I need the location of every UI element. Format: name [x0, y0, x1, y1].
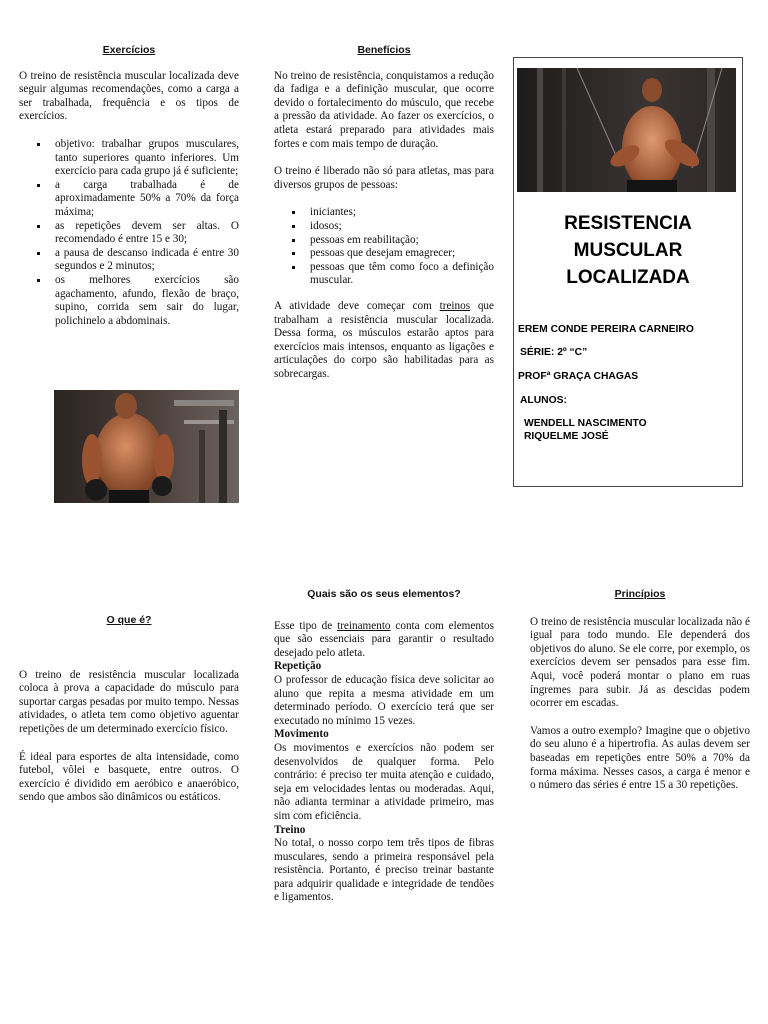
treinamento-link[interactable]: treinamento [337, 619, 391, 632]
serie-label: SÉRIE: 2º “C” [520, 347, 588, 358]
school-name: EREM CONDE PEREIRA CARNEIRO [518, 324, 694, 335]
repeticao-title: Repetição [274, 660, 322, 673]
list-item: as repetições devem ser altas. O recomendado é entre 15 e 30; [55, 219, 239, 246]
list-item: pessoas que têm como foco a definição muscular. [310, 260, 494, 287]
student-name: WENDELL NASCIMENTO [524, 418, 647, 429]
oque-paragraph-2: É ideal para esportes de alta intensidade, como futebol, vôlei e basquete, entre outros. O exercício é dividido em aeróbico e anaeróbico, sendo que ambos são dinâmicos ou estáticos. [19, 750, 239, 804]
list-item: pessoas em reabilitação; [310, 234, 494, 248]
beneficios-p3-post: que trabalham a resistência muscular localizada. Dessa forma, os músculos estarão aptos para exercícios mais intensos, enquanto as ligações e articulações do corpo são habilitadas para as sobrecargas. [274, 299, 494, 380]
elementos-intro-post: conta com elementos que são essenciais para garantir o resultado desejado pelo atleta. [274, 619, 494, 659]
cover-panel [513, 57, 743, 487]
treinos-link[interactable]: treinos [439, 299, 471, 312]
beneficios-paragraph-2: O treino é liberado não só para atletas, mas para diversos grupos de pessoas: [274, 165, 494, 191]
list-item: iniciantes; [310, 206, 494, 220]
exercicios-intro: O treino de resistência muscular localizada deve seguir algumas recomendações, como a carga a ser trabalhada, frequência e os tipos de exercícios. [19, 69, 239, 123]
movimento-text: Os movimentos e exercícios não podem ser desenvolvidos de qualquer forma. Pelo contrário: é preciso ter muita atenção e cuidado, seja em velocidades lentas ou moderadas. Aqui, não adianta terminar a atividade primeiro, mas sim com eficiência. [274, 741, 494, 822]
oque-paragraph-1: O treino de resistência muscular localizada coloca à prova a capacidade do músculo para suportar cargas pesadas por muito tempo. Nessas atividades, o atleta tem como objetivo aguentar repetições de um determinado exercício físico. [19, 668, 239, 735]
student-name: RIQUELME JOSÉ [524, 431, 609, 442]
list-item: a pausa de descanso indicada é entre 30 segundos e 2 minutos; [55, 246, 239, 273]
exercicios-column [19, 44, 239, 328]
treino-title: Treino [274, 823, 306, 836]
beneficios-paragraph-3 [274, 300, 494, 382]
elementos-heading: Quais são os seus elementos? [307, 588, 461, 600]
list-item: objetivo: trabalhar grupos musculares, tanto superiores quanto inferiores. Um exercício para cada grupo já é suficiente; [55, 137, 239, 178]
elementos-intro [274, 620, 494, 661]
photo-dumbbell-athlete [54, 390, 239, 503]
principios-paragraph-2: Vamos a outro exemplo? Imagine que o objetivo do seu aluno é a hipertrofia. As aulas devem ser baseadas em repetições entre 50% a 70% da forma máxima. Nesses casos, a carga é menor e o número das séries é entre 15 a 30 repetições. [530, 724, 750, 792]
elementos-intro-pre: Esse tipo de [274, 619, 338, 632]
students-label: ALUNOS: [520, 395, 567, 406]
beneficios-column [274, 44, 494, 381]
beneficios-heading: Benefícios [357, 44, 411, 56]
list-item: os melhores exercícios são agachamento, afundo, flexão de braço, supino, corrida sem sair do lugar, polichinelo a abdominais. [55, 273, 239, 327]
repeticao-text: O professor de educação física deve solicitar ao aluno que repita a mesma atividade em um determinado período. O exercício terá que ser executado no mínimo 15 vezes. [274, 673, 494, 727]
treino-text: No total, o nosso corpo tem três tipos de fibras musculares, sendo a primeira responsável pela resistência. Portanto, é preciso treinar bastante para adquirir qualidade e integridade de tendões e ligamentos. [274, 837, 494, 904]
principios-column [530, 588, 750, 793]
athlete-illustration [54, 390, 239, 503]
list-item: idosos; [310, 220, 494, 234]
cover-title-line: LOCALIZADA [566, 267, 690, 288]
principios-paragraph-1: O treino de resistência muscular localizada não é igual para todo mundo. Ele dependerá dos objetivos do aluno. Se ele corre, por exemplo, os exercícios devem ser pensados para esse fim. Aqui, você poderá montar o plano em ruas íngremes para subir. Já as descidas podem ocorrer em escadas. [530, 615, 750, 710]
elementos-column [274, 588, 494, 905]
exercicios-heading: Exercícios [102, 44, 156, 56]
oque-heading: O que é? [106, 614, 152, 626]
teacher-name: PROFª GRAÇA CHAGAS [518, 371, 639, 382]
cover-athlete-illustration [517, 68, 736, 192]
list-item: a carga trabalhada é de aproximadamente 50% a 70% da força máxima; [55, 178, 239, 218]
principios-heading: Princípios [614, 588, 666, 600]
beneficios-p3-pre: A atividade deve começar com [274, 299, 440, 312]
list-item: pessoas que desejam emagrecer; [310, 247, 494, 261]
beneficios-list [274, 206, 494, 288]
cover-title-line: MUSCULAR [573, 240, 683, 261]
exercicios-list [19, 138, 239, 328]
cover-title-line: RESISTENCIA [564, 213, 692, 234]
oque-column [19, 614, 239, 805]
cover-title [514, 210, 742, 291]
beneficios-paragraph-1: No treino de resistência, conquistamos a redução da fadiga e a definição muscular, que ocorre devido o fortalecimento do músculo, que recebe a pressão da atividade. Ao fazer os exercícios, o atleta estará preparado para atividades mais fortes e com mais tempo de duração. [274, 69, 494, 150]
movimento-title: Movimento [274, 728, 329, 741]
photo-cable-athlete [517, 68, 736, 192]
